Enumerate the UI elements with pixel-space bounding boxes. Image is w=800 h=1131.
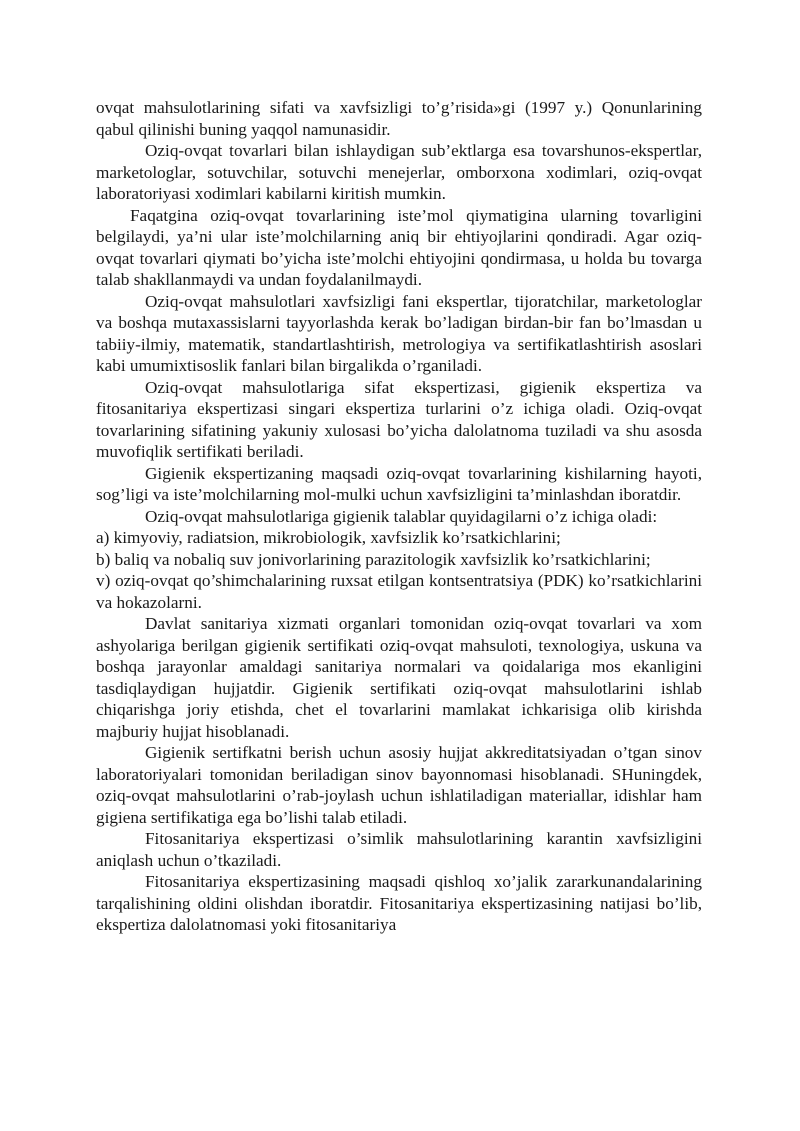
paragraph-7: Oziq-ovqat mahsulotlariga gigienik talablar quyidagilarni o’z ichiga oladi: — [145, 506, 658, 526]
document-page — [96, 97, 702, 936]
paragraph-5: Oziq-ovqat mahsulotlariga sifat ekspertizasi, gigienik ekspertiza va fitosanitariya ekspertizasi singari ekspertiza turlarini o’z ichiga oladi. Oziq-ovqat tovarlarining sifatining yakuniy xulosasi bo’yicha dalolatnoma tuziladi va shu asosda muvofiqlik sertifikati beriladi. — [96, 377, 702, 461]
list-item-b: b) baliq va nobaliq suv jonivorlarining parazitologik xavfsizlik ko’rsatkichlarini; — [96, 549, 651, 569]
paragraph-2: Oziq-ovqat tovarlari bilan ishlaydigan sub’ektlarga esa tovarshunos-ekspertlar, marketologlar, sotuvchilar, sotuvchi menejerlar, omborxona xodimlari, oziq-ovqat laboratoriyasi xodimlari kabilarni kiritish mumkin. — [96, 141, 702, 203]
paragraph-11: Fitosanitariya ekspertizasining maqsadi qishloq xo’jalik zararkunandalarining tarqalishining oldini olishdan iboratdir. Fitosanitariya ekspertizasining natijasi bo’lib, ekspertiza dalolatnomasi yoki fitosanitariya — [96, 872, 702, 934]
list-item-a: a) kimyoviy, radiatsion, mikrobiologik, xavfsizlik ko’rsatkichlarini; — [96, 528, 561, 547]
paragraph-1: ovqat mahsulotlarining sifati va xavfsizligi to’g’risida»gi (1997 y.) Qonunlarining qabul qilinishi buning yaqqol namunasidir. — [96, 98, 702, 139]
paragraph-4: Oziq-ovqat mahsulotlari xavfsizligi fani ekspertlar, tijoratchilar, marketologlar va boshqa mutaxassislarni tayyorlashda kerak bo’ladigan birdan-bir fan bo’lmasdan u tabiiy-ilmiy, matematik, standartlashtirish, metrologiya va sertifikatlashtirish asoslari kabi umumixtisoslik fanlari bilan birgalikda o’rganiladi. — [96, 291, 702, 375]
paragraph-10: Fitosanitariya ekspertizasi o’simlik mahsulotlarining karantin xavfsizligini aniqlash uchun o’tkaziladi. — [96, 829, 702, 870]
paragraph-6: Gigienik ekspertizaning maqsadi oziq-ovqat tovarlarining kishilarning hayoti, sog’ligi va iste’molchilarning mol-mulki uchun xavfsizligini ta’minlashdan iboratdir. — [96, 463, 702, 504]
list-item-v: v) oziq-ovqat qo’shimchalarining ruxsat etilgan kontsentratsiya (PDK) ko’rsatkichlarini va hokazolarni. — [96, 571, 702, 612]
paragraph-9: Gigienik sertifkatni berish uchun asosiy hujjat akkreditatsiyadan o’tgan sinov laboratoriyalari tomonidan beriladigan sinov bayonnomasi hisoblanadi. SHuningdek, oziq-ovqat mahsulotlarini o’rab-joylash uchun ishlatiladigan materiallar, idishlar ham gigiena sertifikatiga ega bo’lishi talab etiladi. — [96, 743, 702, 827]
paragraph-8: Davlat sanitariya xizmati organlari tomonidan oziq-ovqat tovarlari va xom ashyolariga berilgan gigienik sertifikati oziq-ovqat mahsuloti, texnologiya, uskuna va boshqa jarayonlar amaldagi sanitariya normalari va qoidalariga mos ekanligini tasdiqlaydigan hujjatdir. Gigienik sertifikati oziq-ovqat mahsulotlarini ishlab chiqarishga joriy etishda, chet el tovarlarini mamlakat ichkarisiga olib kirishda majburiy hujjat hisoblanadi. — [96, 614, 702, 741]
paragraph-3: Faqatgina oziq-ovqat tovarlarining iste’mol qiymatigina ularning tovarligini belgilaydi, ya’ni ular iste’molchilarning aniq bir ehtiyojlarini qondiradi. Agar oziq-ovqat tovarlari qiymati bo’yicha iste’molchi ehtiyojini qondirmasa, u holda bu tovarga talab shakllanmaydi va undan foydalanilmaydi. — [96, 205, 702, 289]
